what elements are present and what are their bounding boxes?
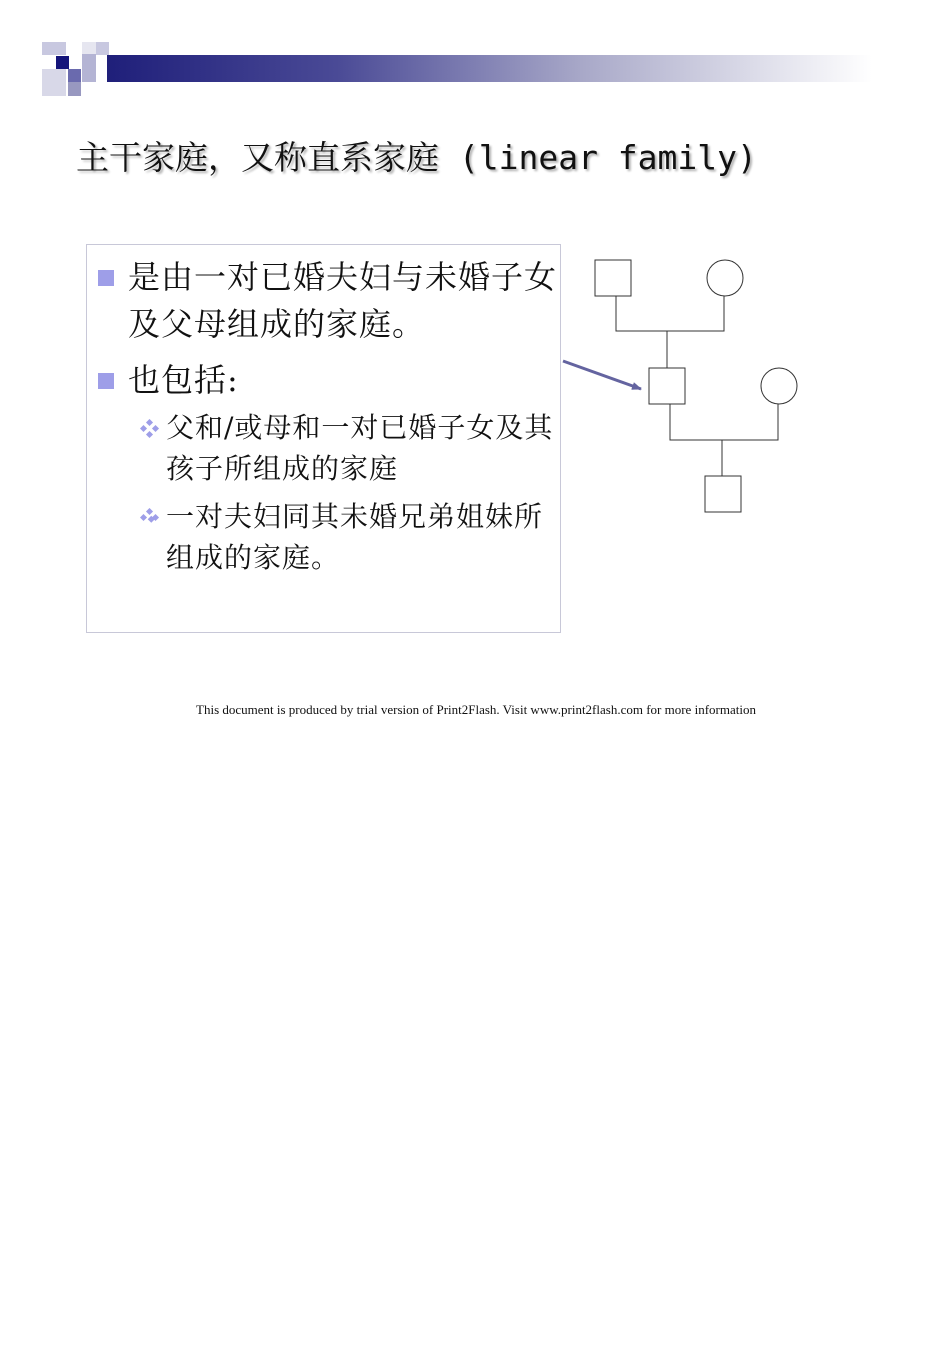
family-tree-diagram bbox=[555, 250, 815, 520]
logo-square bbox=[68, 82, 81, 96]
sub-bullet-text: 一对夫妇同其未婚兄弟姐妹所组成的家庭。 bbox=[166, 500, 544, 574]
father-male-square bbox=[649, 368, 685, 404]
bullet-text: 也包括: bbox=[128, 361, 239, 399]
trial-watermark-footer: This document is produced by trial version of Print2Flash. Visit www.print2flash.com for more information bbox=[196, 702, 756, 717]
logo-square bbox=[56, 56, 69, 69]
header-gradient-bar bbox=[107, 55, 872, 82]
bullet-item bbox=[98, 357, 560, 404]
logo-square bbox=[82, 54, 96, 82]
sub-bullet-text: 父和/或母和一对已婚子女及其孩子所组成的家庭 bbox=[166, 411, 554, 485]
diamond-bullet-icon bbox=[140, 508, 160, 528]
mother-female-circle bbox=[761, 368, 797, 404]
diamond-bullet-icon bbox=[140, 419, 160, 439]
pointer-arrow-icon bbox=[563, 361, 641, 389]
child-male-square bbox=[705, 476, 741, 512]
marriage-line bbox=[616, 296, 724, 331]
grandfather-male-square bbox=[595, 260, 631, 296]
logo-square bbox=[42, 69, 66, 96]
bullet-text: 是由一对已婚夫妇与未婚子女及父母组成的家庭。 bbox=[128, 258, 558, 343]
logo-square bbox=[42, 42, 66, 55]
logo-square bbox=[82, 42, 96, 54]
slide-title: 主干家庭，又称直系家庭 (linear family) bbox=[76, 138, 757, 177]
logo-square bbox=[68, 69, 81, 82]
sub-bullet-item bbox=[140, 496, 560, 578]
slide-logo-squares bbox=[42, 42, 110, 98]
square-bullet-icon bbox=[98, 270, 114, 286]
grandmother-female-circle bbox=[707, 260, 743, 296]
square-bullet-icon bbox=[98, 373, 114, 389]
marriage-line bbox=[670, 404, 778, 440]
sub-bullet-item bbox=[140, 407, 560, 489]
bullet-item bbox=[98, 254, 560, 348]
logo-square bbox=[96, 42, 109, 55]
